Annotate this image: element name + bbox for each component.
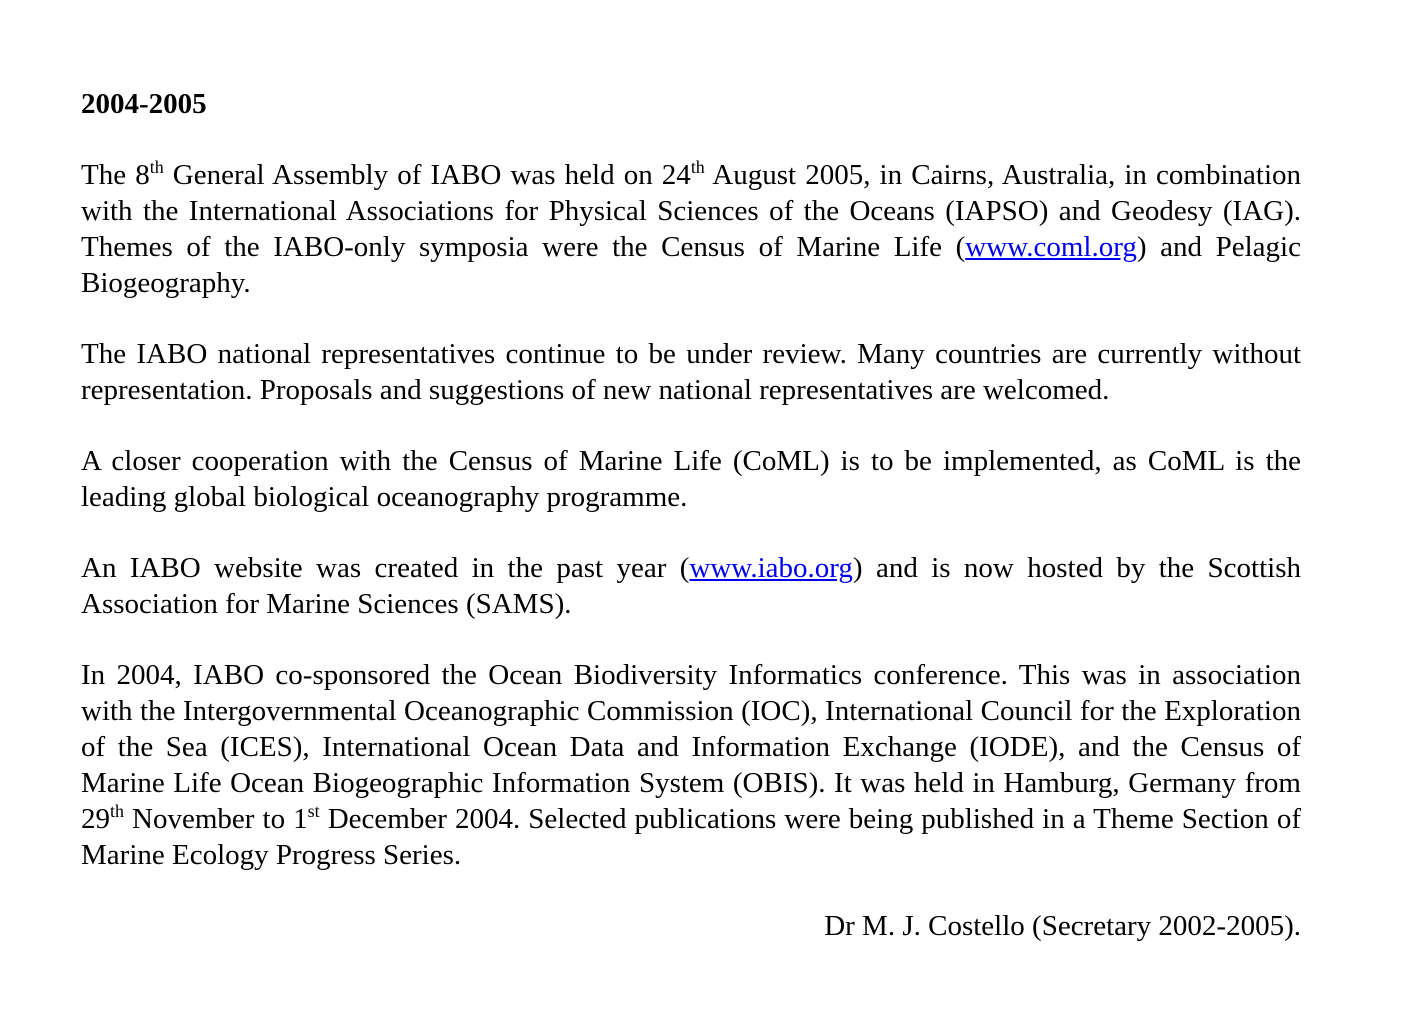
text-run: General Assembly of IABO was held on 24 [163, 159, 691, 191]
text-run: An IABO website was created in the past year ( [81, 552, 690, 584]
text-run: December 2004. Selected publications were being published in a Theme Section of Marine Ecology Progress Series. [81, 803, 1301, 871]
paragraph-coml-cooperation: A closer cooperation with the Census of Marine Life (CoML) is to be implemented, as CoML is the leading global biological oceanography programme. [81, 445, 1301, 513]
text-run: The 8 [81, 159, 150, 191]
coml-link[interactable]: www.coml.org [965, 231, 1137, 263]
paragraph-obi-conference [81, 657, 1301, 873]
text-run: August 2005, in Cairns, Australia, in combination with the International Associations for Physical Sciences of the Oceans (IAPSO) and Geodesy (IAG). Themes of the IABO-only symposia were the Census of Marine Life ( [81, 159, 1301, 263]
paragraph-national-representatives: The IABO national representatives continue to be under review. Many countries are currently without representation. Proposals and suggestions of new national representatives are welcomed. [81, 338, 1301, 406]
ordinal-suffix: th [690, 156, 705, 177]
ordinal-suffix: th [149, 156, 164, 177]
paragraph-general-assembly [81, 157, 1301, 301]
text-run: In 2004, IABO co-sponsored the Ocean Biodiversity Informatics conference. This was in association with the Intergovernmental Oceanographic Commission (IOC), International Council for the Exploration of the Sea (ICES), International Ocean Data and Information Exchange (IODE), and the Census of Marine Life Ocean Biogeographic Information System (OBIS). It was held in Hamburg, Germany from 29 [81, 659, 1301, 835]
iabo-link[interactable]: www.iabo.org [689, 552, 853, 584]
text-run: November to 1 [123, 803, 308, 835]
section-heading: 2004-2005 [81, 88, 207, 120]
document-page [81, 86, 1301, 944]
ordinal-suffix: th [110, 800, 124, 821]
text-run: ) and is now hosted by the Scottish Association for Marine Sciences (SAMS). [81, 552, 1301, 620]
text-run: ) and Pelagic Biogeography. [81, 231, 1301, 299]
paragraph-website [81, 550, 1301, 622]
ordinal-suffix: st [307, 800, 320, 821]
signature-line: Dr M. J. Costello (Secretary 2002-2005). [824, 910, 1301, 942]
